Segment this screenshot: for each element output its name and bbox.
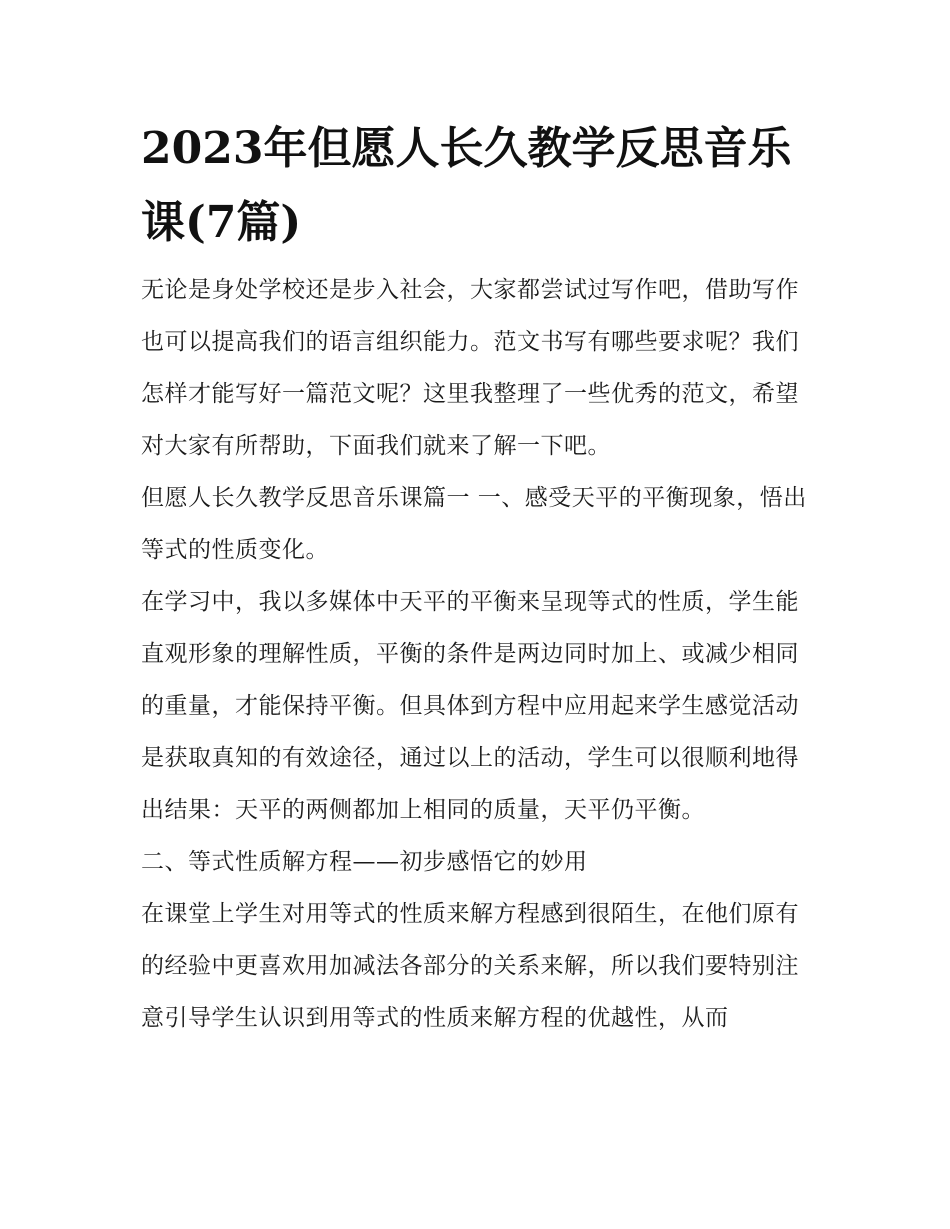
document-title: 2023年但愿人长久教学反思音乐课(7篇)	[141, 123, 792, 248]
section-two-heading: 二、等式性质解方程——初步感悟它的妙用	[141, 849, 588, 875]
document-body	[141, 112, 813, 1044]
body-paragraph: 在学习中，我以多媒体中天平的平衡来呈现等式的性质，学生能直观形象的理解性质，平衡的条件是两边同时加上、或减少相同的重量，才能保持平衡。但具体到方程中应用起来学生感觉活动是获取真知的有效途径，通过以上的活动，学生可以很顺利地得出结果：天平的两侧都加上相同的质量，天平仍平衡。	[141, 589, 799, 823]
body-paragraph: 在课堂上学生对用等式的性质来解方程感到很陌生，在他们原有的经验中更喜欢用加减法各部分的关系来解，所以我们要特别注意引导学生认识到用等式的性质来解方程的优越性，从而	[141, 901, 799, 1031]
section-one-heading: 但愿人长久教学反思音乐课篇一 一、感受天平的平衡现象，悟出等式的性质变化。	[141, 485, 807, 563]
intro-paragraph: 无论是身处学校还是步入社会，大家都尝试过写作吧，借助写作也可以提高我们的语言组织能力。范文书写有哪些要求呢？我们怎样才能写好一篇范文呢？这里我整理了一些优秀的范文，希望对大家有所帮助，下面我们就来了解一下吧。	[141, 277, 799, 459]
